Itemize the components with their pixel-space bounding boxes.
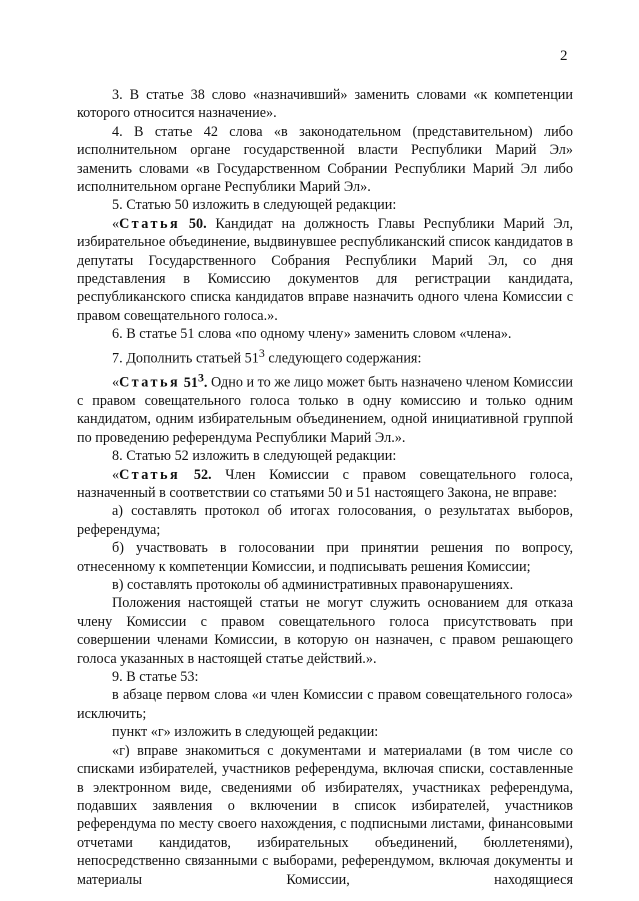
open-quote: «: [112, 466, 120, 483]
page-number: 2: [560, 48, 568, 64]
article-body: Член Комиссии с правом совещательного голоса, назначенный в соответствии со статьями 50 и 51 настоящего Закона, не вправе:: [77, 466, 574, 501]
article-body: Одно и то же лицо может быть назначено членом Комиссии с правом совещательного голоса только в одну комиссию и только одним кандидатом, одним избирательным объединением, одной инициативной группой по проведению референдума Республики Марий Эл.».: [77, 374, 573, 446]
paragraph-item-7: [77, 344, 573, 368]
paragraph-text: 7. Дополнить статьей 51: [112, 350, 259, 367]
article-number: 52.: [193, 466, 212, 483]
article-heading-word: Статья: [119, 466, 181, 483]
item-g-text: «г) вправе знакомиться с документами и материалами (в том числе со списками избирателей, участников референдума, включая списки, составленные в электронном виде, сведениями об избирателях, участниках референдума, подавших заявления о включении в список избирателей, участников референдума по месту своего нахождения, с подписными листами, финансовыми отчетами кандидатов, избирательных объединений, бюллетенями), непосредственно связанными с выборами, референдумом, включая документы и материалы Комиссии, находящиеся: [77, 742, 573, 888]
amendment-item-g: пункт «г» изложить в следующей редакции:: [112, 724, 379, 741]
article-52-text: [77, 466, 573, 503]
article-number: $51^3$.: [183, 369, 208, 391]
article-number: 50.: [188, 215, 207, 232]
paragraph-item-4: 4. В статье 42 слова «в законодательном (представительном) либо исполнительном органе государственной власти Республики Марий Эл» заменить словами «в Государственном Собрании Республики Марий Эл либо исполнительном органе Республики Марий Эл».: [77, 123, 573, 196]
document-body: [77, 86, 573, 889]
article-heading-word: Статья: [119, 215, 181, 232]
sub-item-v: в) составлять протоколы об административных правонарушениях.: [112, 577, 514, 594]
paragraph-item-8: 8. Статью 52 изложить в следующей редакции:: [112, 448, 397, 465]
article-52-closing: Положения настоящей статьи не могут служить основанием для отказа члену Комиссии с правом совещательного голоса присутствовать при совершении членами Комиссии, в которую он назначен, с правом решающего голоса указанных в настоящей статье действий.».: [77, 595, 573, 667]
paragraph-item-9: 9. В статье 53:: [112, 669, 199, 686]
article-body: Кандидат на должность Главы Республики Марий Эл, избирательное объединение, выдвинувшее республиканский список кандидатов в депутаты Государственного Собрания Республики Марий Эл, со дня представления в Комиссию документов для регистрации кандидата, республиканского списка кандидатов вправе назначить одного члена Комиссии с правом совещательного голоса.».: [77, 215, 574, 324]
article-50-text: [77, 215, 573, 325]
paragraph-item-5: 5. Статью 50 изложить в следующей редакции:: [112, 197, 397, 214]
article-heading-word: Статья: [119, 374, 181, 391]
paragraph-item-6: 6. В статье 51 слова «по одному члену» заменить словом «члена».: [112, 326, 512, 343]
sub-item-b: б) участвовать в голосовании при принятии решения по вопросу, отнесенному к компетенции Комиссии, и подписывать решения Комиссии;: [77, 540, 573, 575]
article-51-3-text: [77, 368, 573, 447]
sub-item-a: а) составлять протокол об итогах голосования, о результатах выборов, референдума;: [77, 503, 573, 538]
superscript: 3: [197, 369, 204, 384]
open-quote: «: [112, 374, 120, 391]
paragraph-text: следующего содержания:: [264, 350, 422, 367]
open-quote: «: [112, 215, 120, 232]
amendment-first-paragraph: в абзаце первом слова «и член Комиссии с правом совещательного голоса» исключить;: [77, 687, 573, 722]
superscript: 3: [258, 345, 265, 360]
paragraph-item-3: 3. В статье 38 слово «назначивший» заменить словами «к компетенции которого относится назначение».: [77, 87, 573, 122]
